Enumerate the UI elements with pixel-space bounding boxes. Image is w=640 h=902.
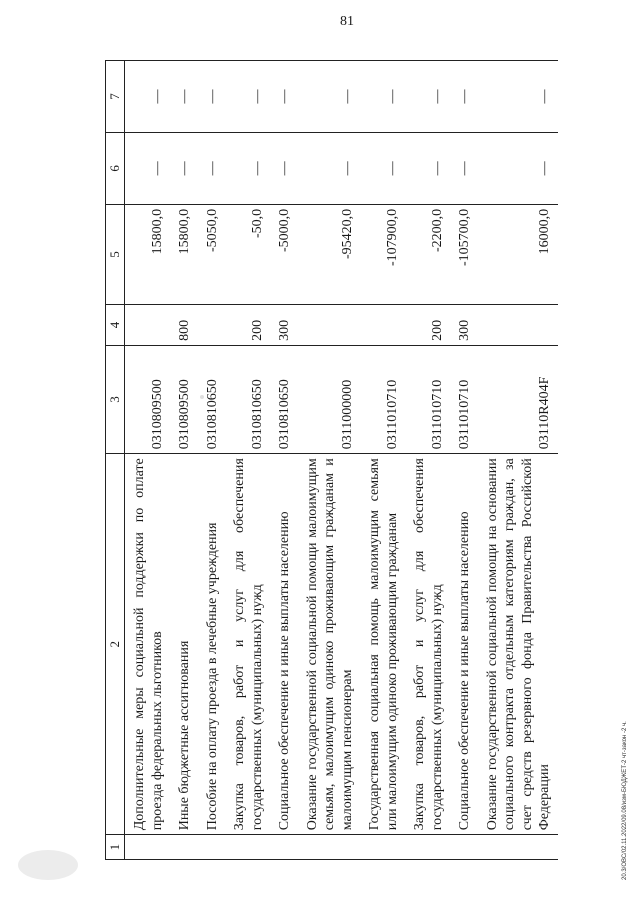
row-col6-cell: — xyxy=(198,132,226,204)
row-number-cell xyxy=(225,835,270,860)
row-col7-cell: — xyxy=(360,61,405,133)
row-number-cell xyxy=(450,835,478,860)
row-col7-cell: — xyxy=(125,61,171,133)
row-col6-cell: — xyxy=(450,132,478,204)
header-col-5: 5 xyxy=(106,204,125,304)
row-sum-cell: 16000,0 xyxy=(478,204,558,304)
row-name-cell: Социальное обеспечение и иные выплаты населению xyxy=(270,454,298,835)
row-col6-cell: — xyxy=(478,132,558,204)
row-sum-cell: -5050,0 xyxy=(198,204,226,304)
row-code-cell: 0310809500 xyxy=(170,345,198,453)
row-sum-cell: -95420,0 xyxy=(298,204,361,304)
header-col-2: 2 xyxy=(106,454,125,835)
row-sum-cell: -50,0 xyxy=(225,204,270,304)
row-number-cell xyxy=(360,835,405,860)
header-col-3: 3 xyxy=(106,345,125,453)
row-col6-cell: — xyxy=(170,132,198,204)
table-row xyxy=(270,61,298,860)
table-header-row xyxy=(106,61,125,860)
row-name-cell: Оказание государственной социальной помощи малоимущим семьям, малоимущим одиноко проживающим гражданам и малоимущим пенсионерам xyxy=(298,454,361,835)
row-number-cell xyxy=(170,835,198,860)
row-number-cell xyxy=(298,835,361,860)
header-col-4: 4 xyxy=(106,305,125,346)
row-type-cell xyxy=(125,305,171,346)
row-col6-cell: — xyxy=(225,132,270,204)
row-sum-cell: -2200,0 xyxy=(405,204,450,304)
row-sum-cell: -107900,0 xyxy=(360,204,405,304)
budget-table xyxy=(105,60,558,860)
row-name-cell: Дополнительные меры социальной поддержки по оплате проезда федеральных льготников xyxy=(125,454,171,835)
row-type-cell: 300 xyxy=(270,305,298,346)
row-code-cell: 0310810650 xyxy=(270,345,298,453)
table-row xyxy=(405,61,450,860)
table-row xyxy=(360,61,405,860)
row-number-cell xyxy=(405,835,450,860)
row-col7-cell: — xyxy=(170,61,198,133)
row-type-cell: 800 xyxy=(170,305,198,346)
table-row xyxy=(298,61,361,860)
row-code-cell: 0311010710 xyxy=(360,345,405,453)
row-code-cell: 0310810650 xyxy=(225,345,270,453)
row-number-cell xyxy=(270,835,298,860)
scan-speckle xyxy=(200,395,204,399)
row-col6-cell: — xyxy=(125,132,171,204)
row-col7-cell: — xyxy=(405,61,450,133)
header-col-6: 6 xyxy=(106,132,125,204)
header-col-1: 1 xyxy=(106,835,125,860)
row-col7-cell: — xyxy=(450,61,478,133)
row-code-cell: 0310810650 xyxy=(198,345,226,453)
row-col6-cell: — xyxy=(405,132,450,204)
row-number-cell xyxy=(198,835,226,860)
row-name-cell: Социальное обеспечение и иные выплаты населению xyxy=(450,454,478,835)
row-type-cell: 200 xyxy=(225,305,270,346)
header-col-7: 7 xyxy=(106,61,125,133)
row-code-cell: 0311000000 xyxy=(298,345,361,453)
table-row xyxy=(125,61,171,860)
row-code-cell: 03110R404F xyxy=(478,345,558,453)
row-code-cell: 0310809500 xyxy=(125,345,171,453)
table-row xyxy=(198,61,226,860)
row-code-cell: 0311010710 xyxy=(450,345,478,453)
row-name-cell: Государственная социальная помощь малоимущим семьям или малоимущим одиноко проживающим гражданам xyxy=(360,454,405,835)
page-number: 81 xyxy=(340,14,354,29)
row-type-cell xyxy=(360,305,405,346)
document-footer-code: 20.3/ОВС/02.11.2022/09.08/изм-БЮДЖЕТ-2 чт-закон -2 ч. xyxy=(622,721,628,880)
row-type-cell: 200 xyxy=(405,305,450,346)
table-row xyxy=(170,61,198,860)
row-col7-cell: — xyxy=(298,61,361,133)
row-name-cell: Пособие на оплату проезда в лечебные учреждения xyxy=(198,454,226,835)
row-sum-cell: 15800,0 xyxy=(125,204,171,304)
row-name-cell: Закупка товаров, работ и услуг для обеспечения государственных (муниципальных) нужд xyxy=(405,454,450,835)
row-col6-cell: — xyxy=(270,132,298,204)
row-sum-cell: -105700,0 xyxy=(450,204,478,304)
row-type-cell xyxy=(198,305,226,346)
row-number-cell xyxy=(478,835,558,860)
row-sum-cell: -5000,0 xyxy=(270,204,298,304)
table-row xyxy=(225,61,270,860)
row-col7-cell: — xyxy=(478,61,558,133)
row-col7-cell: — xyxy=(270,61,298,133)
row-name-cell: Оказание государственной социальной помощи на основании социального контракта отдельным категориям граждан, за счет средств резервного фонда Правительства Российской Федерации xyxy=(478,454,558,835)
row-col6-cell: — xyxy=(360,132,405,204)
table-row xyxy=(450,61,478,860)
row-col6-cell: — xyxy=(298,132,361,204)
row-name-cell: Иные бюджетные ассигнования xyxy=(170,454,198,835)
row-type-cell: 300 xyxy=(450,305,478,346)
row-col7-cell: — xyxy=(225,61,270,133)
table-row xyxy=(478,61,558,860)
row-type-cell xyxy=(298,305,361,346)
row-number-cell xyxy=(125,835,171,860)
scan-speckle xyxy=(18,850,78,880)
row-name-cell: Закупка товаров, работ и услуг для обеспечения государственных (муниципальных) нужд xyxy=(225,454,270,835)
row-code-cell: 0311010710 xyxy=(405,345,450,453)
row-col7-cell: — xyxy=(198,61,226,133)
row-type-cell xyxy=(478,305,558,346)
row-sum-cell: 15800,0 xyxy=(170,204,198,304)
budget-table-rotated xyxy=(105,60,553,860)
